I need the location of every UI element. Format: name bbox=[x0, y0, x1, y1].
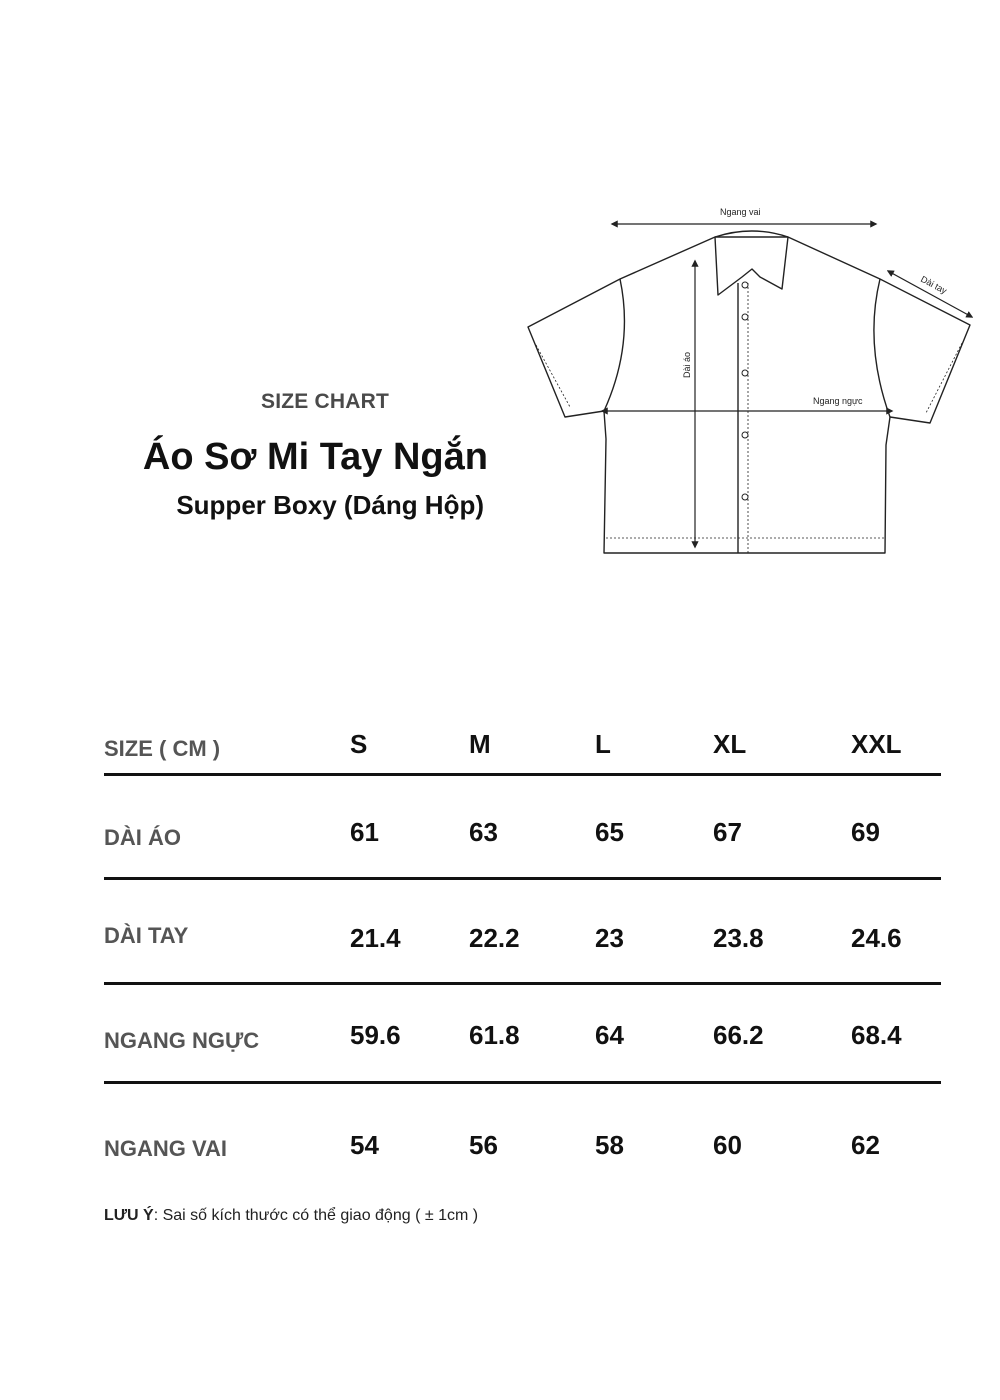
table-header-row bbox=[104, 722, 941, 772]
row-label: DÀI TAY bbox=[104, 923, 189, 948]
shirt-buttons bbox=[742, 282, 748, 500]
measurement-note bbox=[104, 1207, 478, 1225]
size-header-s: S bbox=[350, 729, 368, 759]
value-xl: 67 bbox=[713, 817, 742, 847]
value-xl: 60 bbox=[713, 1130, 742, 1160]
size-table bbox=[104, 722, 941, 1161]
value-m: 63 bbox=[469, 817, 498, 847]
row-label: DÀI ÁO bbox=[104, 825, 181, 850]
table-divider bbox=[104, 1081, 941, 1084]
value-s: 61 bbox=[350, 817, 379, 847]
note-text: : Sai số kích thước có thể giao động ( ± 1cm ) bbox=[153, 1207, 479, 1224]
shirt-measurement-diagram bbox=[520, 195, 980, 565]
value-l: 58 bbox=[595, 1130, 624, 1160]
chest-width-label: Ngang ngực bbox=[813, 396, 863, 406]
shirt-length-label: Dài áo bbox=[682, 351, 692, 378]
product-title: Áo Sơ Mi Tay Ngắn bbox=[142, 436, 488, 478]
value-xxl: 24.6 bbox=[851, 923, 902, 953]
sleeve-length-label: Dài tay bbox=[919, 273, 949, 296]
value-l: 65 bbox=[595, 817, 624, 847]
table-divider bbox=[104, 877, 941, 880]
size-unit-header: SIZE ( CM ) bbox=[104, 736, 221, 761]
row-label: NGANG VAI bbox=[104, 1136, 228, 1161]
value-xxl: 62 bbox=[851, 1130, 880, 1160]
size-header-l: L bbox=[595, 729, 611, 759]
value-xxl: 69 bbox=[851, 817, 880, 847]
value-m: 61.8 bbox=[469, 1020, 520, 1050]
value-m: 56 bbox=[469, 1130, 498, 1160]
value-xl: 23.8 bbox=[713, 923, 764, 953]
table-row-dai-tay bbox=[104, 923, 941, 973]
value-xxl: 68.4 bbox=[851, 1020, 902, 1050]
note-prefix: LƯU Ý bbox=[104, 1207, 154, 1224]
shoulder-width-label: Ngang vai bbox=[720, 207, 761, 217]
row-label: NGANG NGỰC bbox=[104, 1028, 260, 1053]
table-divider bbox=[104, 773, 941, 776]
table-divider bbox=[104, 982, 941, 985]
value-l: 23 bbox=[595, 923, 624, 953]
value-xl: 66.2 bbox=[713, 1020, 764, 1050]
size-chart-label: SIZE CHART bbox=[261, 390, 389, 413]
product-subtitle: Supper Boxy (Dáng Hộp) bbox=[176, 490, 484, 520]
size-header-m: M bbox=[469, 729, 491, 759]
value-s: 21.4 bbox=[350, 923, 401, 953]
size-header-xxl: XXL bbox=[851, 729, 902, 759]
table-row-dai-ao bbox=[104, 817, 941, 867]
value-s: 59.6 bbox=[350, 1020, 401, 1050]
table-row-ngang-vai bbox=[104, 1130, 941, 1180]
value-s: 54 bbox=[350, 1130, 379, 1160]
value-m: 22.2 bbox=[469, 923, 520, 953]
value-l: 64 bbox=[595, 1020, 624, 1050]
measurement-arrows bbox=[602, 224, 972, 547]
size-header-xl: XL bbox=[713, 729, 747, 759]
table-row-ngang-nguc bbox=[104, 1020, 941, 1070]
